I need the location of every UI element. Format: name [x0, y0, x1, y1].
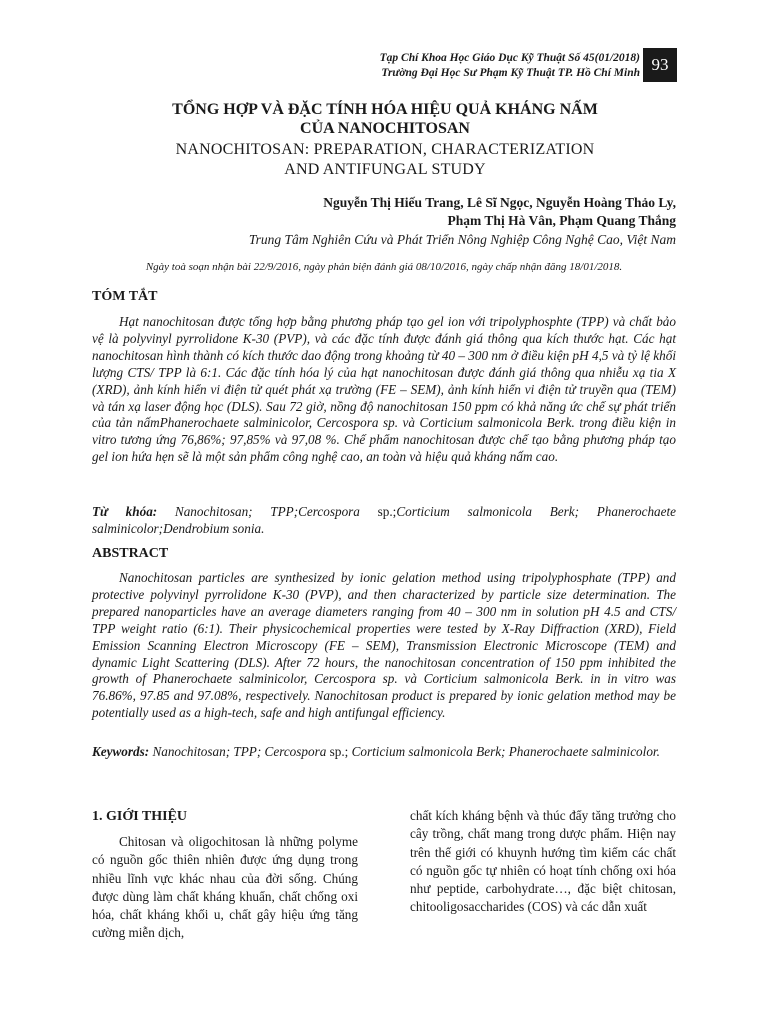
abstract-keywords-label: Keywords: [92, 744, 150, 759]
tomtat-keywords [92, 504, 676, 538]
title-english [90, 140, 680, 180]
authors-line-1: Nguyễn Thị Hiếu Trang, Lê Sĩ Ngọc, Nguyễn Hoàng Thảo Ly, [323, 195, 676, 210]
tomtat-body: Hạt nanochitosan được tổng hợp bằng phương pháp tạo gel ion với tripolyphosphte (TPP) và chất bảo vệ là polyvinyl pyrrolidone K-30 (PVP), và các đặc tính được đánh giá thông qua kích thước hạt. Các hạt nanochitosan hình thành có kích thước dao động trong khoảng từ 40 – 300 nm ở điều kiện pH 4,5 và tỷ lệ khối lượng CTS/ TPP là 6:1. Các đặc tính hóa lý của hạt nanochitosan được đánh giá thông qua nhiễu xạ tia X (XRD), ảnh kính hiển vi điện tử quét phát xạ trường (FE – SEM), ảnh kính hiển vi điện tử truyền qua (TEM) và tán xạ laser động học (DLS). Sau 72 giờ, nồng độ nanochitosan 150 ppm có khả năng ức chế sự phát triển của tản nấmPhanerochaete salminicolor, Cercospora sp. và Corticium salmonicola Berk. trong điều kiện in vitro tương ứng 76,86%; 97,85% và 97,08 %. Chế phẩm nanochitosan được chế tạo bằng phương pháp tạo gel ion hứa hẹn sẽ là một sản phẩm công nghệ cao, an toàn và hiệu quả kháng nấm cao. [92, 314, 676, 465]
journal-university: Trường Đại Học Sư Phạm Kỹ Thuật TP. Hồ Chí Minh [381, 67, 640, 79]
title-en-line-1: NANOCHITOSAN: PREPARATION, CHARACTERIZATION [175, 141, 595, 158]
tomtat-keywords-part-c: Corticium salmonicola Berk; Phanerochaete salminicolor;Dendrobium sonia. [92, 504, 677, 536]
tomtat-keywords-part-a: Nanochitosan; TPP;Cercospora [174, 504, 360, 519]
title-vn-line-2: CỦA NANOCHITOSAN [300, 120, 470, 137]
intro-right-column: chất kích kháng bệnh và thúc đẩy tăng trưởng cho cây trồng, chất mang trong dược phẩm. Hiện nay trên thế giới có khuynh hướng tìm kiếm các chất có nguồn gốc tự nhiên có hoạt tính chống oxi hóa như peptide, carbohydrate…, đặc biệt chitosan, chitooligosaccharides (COS) và các dẫn xuất [410, 808, 676, 915]
authors [116, 194, 676, 230]
title-vn-line-1: TỔNG HỢP VÀ ĐẶC TÍNH HÓA HIỆU QUẢ KHÁNG NẤM [172, 101, 598, 118]
title-en-line-2: AND ANTIFUNGAL STUDY [284, 161, 486, 178]
intro-left-column: Chitosan và oligochitosan là những polyme có nguồn gốc thiên nhiên được ứng dụng trong nhiều lĩnh vực khác nhau của đời sống. Chúng được dùng làm chất kháng khuẩn, chất chống oxi hóa, chất kháng khối u, chất gây hiệu ứng tăng cường miễn dịch, [92, 834, 358, 941]
abstract-keywords [92, 744, 676, 761]
intro-heading: 1. GIỚI THIỆU [92, 809, 188, 824]
abstract-keywords-part-c: Corticium salmonicola Berk; Phanerochaete salminicolor. [351, 744, 660, 759]
abstract-heading: ABSTRACT [92, 546, 169, 561]
journal-name: Tạp Chí Khoa Học Giáo Dục Kỹ Thuật Số 45(01/2018) [379, 52, 640, 64]
tomtat-keywords-part-b: sp.; [377, 504, 397, 519]
tomtat-keywords-label: Từ khóa: [92, 504, 158, 519]
submission-dates: Ngày toà soạn nhận bài 22/9/2016, ngày phản biện đánh giá 08/10/2016, ngày chấp nhận đăng 18/01/2018. [145, 261, 623, 273]
tomtat-heading: TÓM TẮT [92, 289, 158, 304]
abstract-keywords-part-b: sp.; [329, 744, 349, 759]
abstract-keywords-part-a: Nanochitosan; TPP; Cercospora [152, 744, 327, 759]
authors-line-2: Phạm Thị Hà Vân, Phạm Quang Thắng [447, 213, 676, 228]
journal-header [380, 51, 640, 81]
page-number: 93 [643, 48, 677, 82]
affiliation: Trung Tâm Nghiên Cứu và Phát Triển Nông Nghiệp Công Nghệ Cao, Việt Nam [248, 232, 676, 247]
abstract-body: Nanochitosan particles are synthesized by ionic gelation method using tripolyphosphate (TPP) and protective polyvinyl pyrrolidone K-30 (PVP), and then characterized by particle size determination. The prepared nanoparticles have an average diameters ranging from 40 – 300 nm in solution pH 4.5 and CTS/ TPP weight ratio (6:1). Their physicochemical properties were tested by X-Ray Diffraction (XRD), Field Emission Scanning Electron Microscopy (FE – SEM), Transmission Electronic Microscope (TEM) and dynamic Light Scattering (DLS). After 72 hours, the nanochitosan concentration of 150 ppm inhibited the growth of Phanerochaete salminicolor, Cercospora sp. và Corticium salmonicola Berk. in in vitro was 76.86%, 97.85 and 97.08%, respectively. Nanochitosan product is prepared by ionic gelation method may be potentially used as a high-tech, safe and high antifungal efficiency. [92, 570, 676, 721]
title-vietnamese [90, 100, 680, 138]
